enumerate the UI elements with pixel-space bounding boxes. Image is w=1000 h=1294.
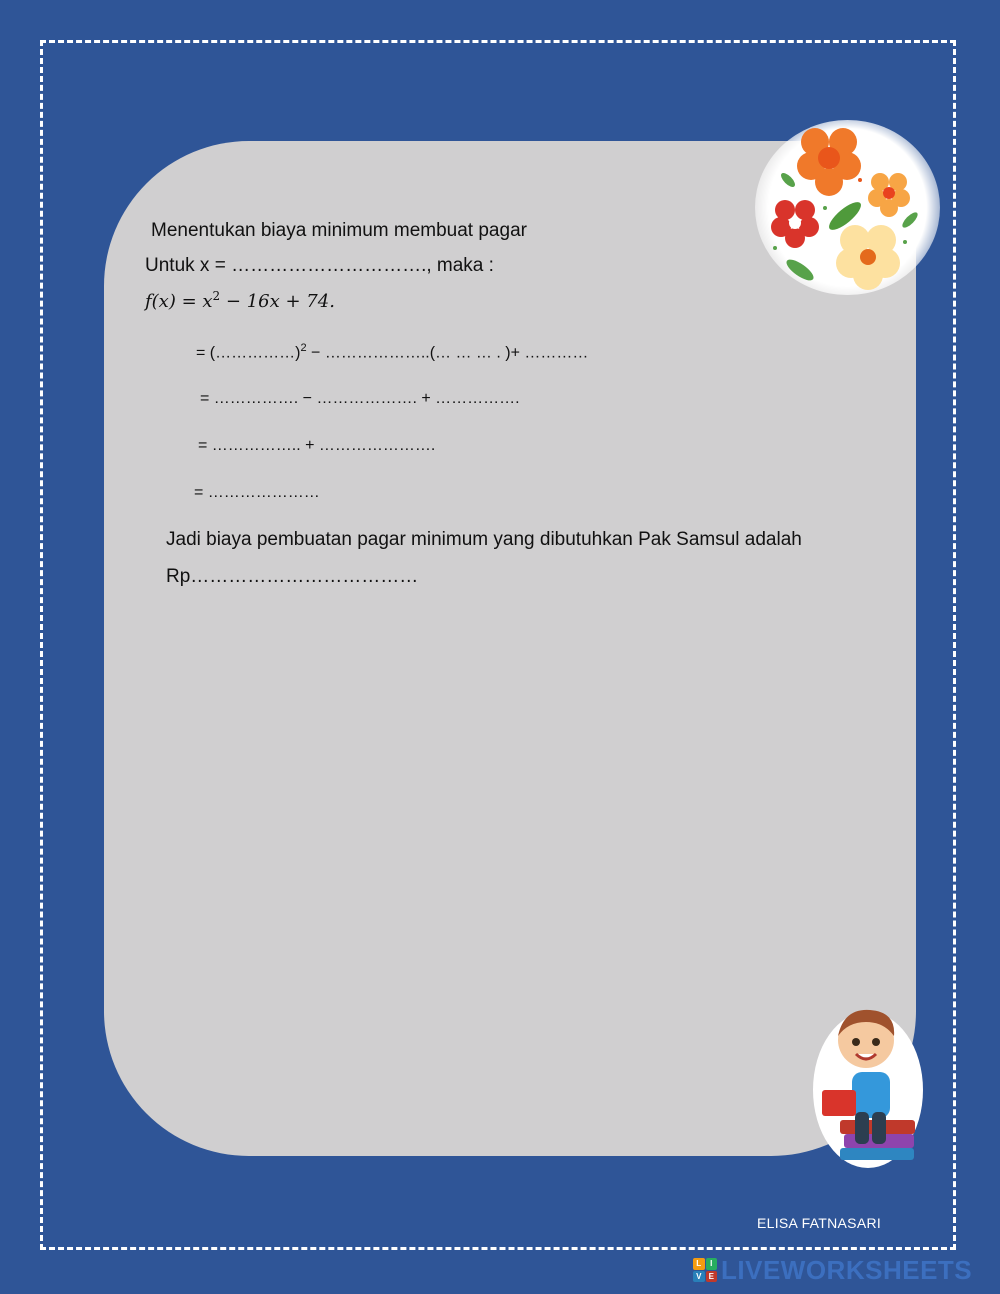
brand-text: LIVEWORKSHEETS: [721, 1254, 973, 1285]
boy-reading-illustration: [800, 1000, 925, 1170]
conclusion-text: Jadi biaya pembuatan pagar minimum yang dibutuhkan Pak Samsul adalah: [166, 529, 802, 550]
formula-suffix: − 16x + 74.: [220, 291, 335, 312]
x-value-line: Untuk x = …………………………., maka :: [145, 255, 494, 276]
step-2-line: = ……………. − ………………. + …………….: [200, 390, 520, 407]
formula-prefix: f(x) = x: [145, 291, 213, 312]
liveworksheets-logo: [693, 1256, 972, 1284]
leaf-icon: [783, 256, 816, 284]
orange-flower-icon: [797, 128, 861, 196]
step-1-exponent: 2: [300, 342, 307, 354]
yellow-flower-icon: [836, 225, 900, 290]
step-1-rest: − ………………..(… … … . )+ …………: [306, 344, 589, 362]
worksheet-heading: Menentukan biaya minimum membuat pagar: [151, 220, 527, 241]
leaf-icon: [779, 171, 797, 189]
formula-exponent: 2: [212, 289, 221, 303]
flowers-decoration: [755, 120, 940, 295]
answer-rupiah-line: Rp………………………………: [166, 566, 419, 587]
liveworksheets-logo-icon: L I V E: [693, 1258, 717, 1282]
step-1-square: = (……………): [196, 344, 301, 362]
step-4-line: = …………………: [194, 484, 320, 501]
step-3-line: = …………….. + ………………….: [198, 437, 436, 454]
leaf-icon: [900, 210, 920, 230]
step-1-line: [196, 342, 588, 362]
author-name: ELISA FATNASARI: [757, 1215, 882, 1231]
function-formula: [145, 289, 335, 312]
small-orange-flower-icon: [868, 173, 910, 217]
red-flower-icon: [771, 200, 819, 248]
